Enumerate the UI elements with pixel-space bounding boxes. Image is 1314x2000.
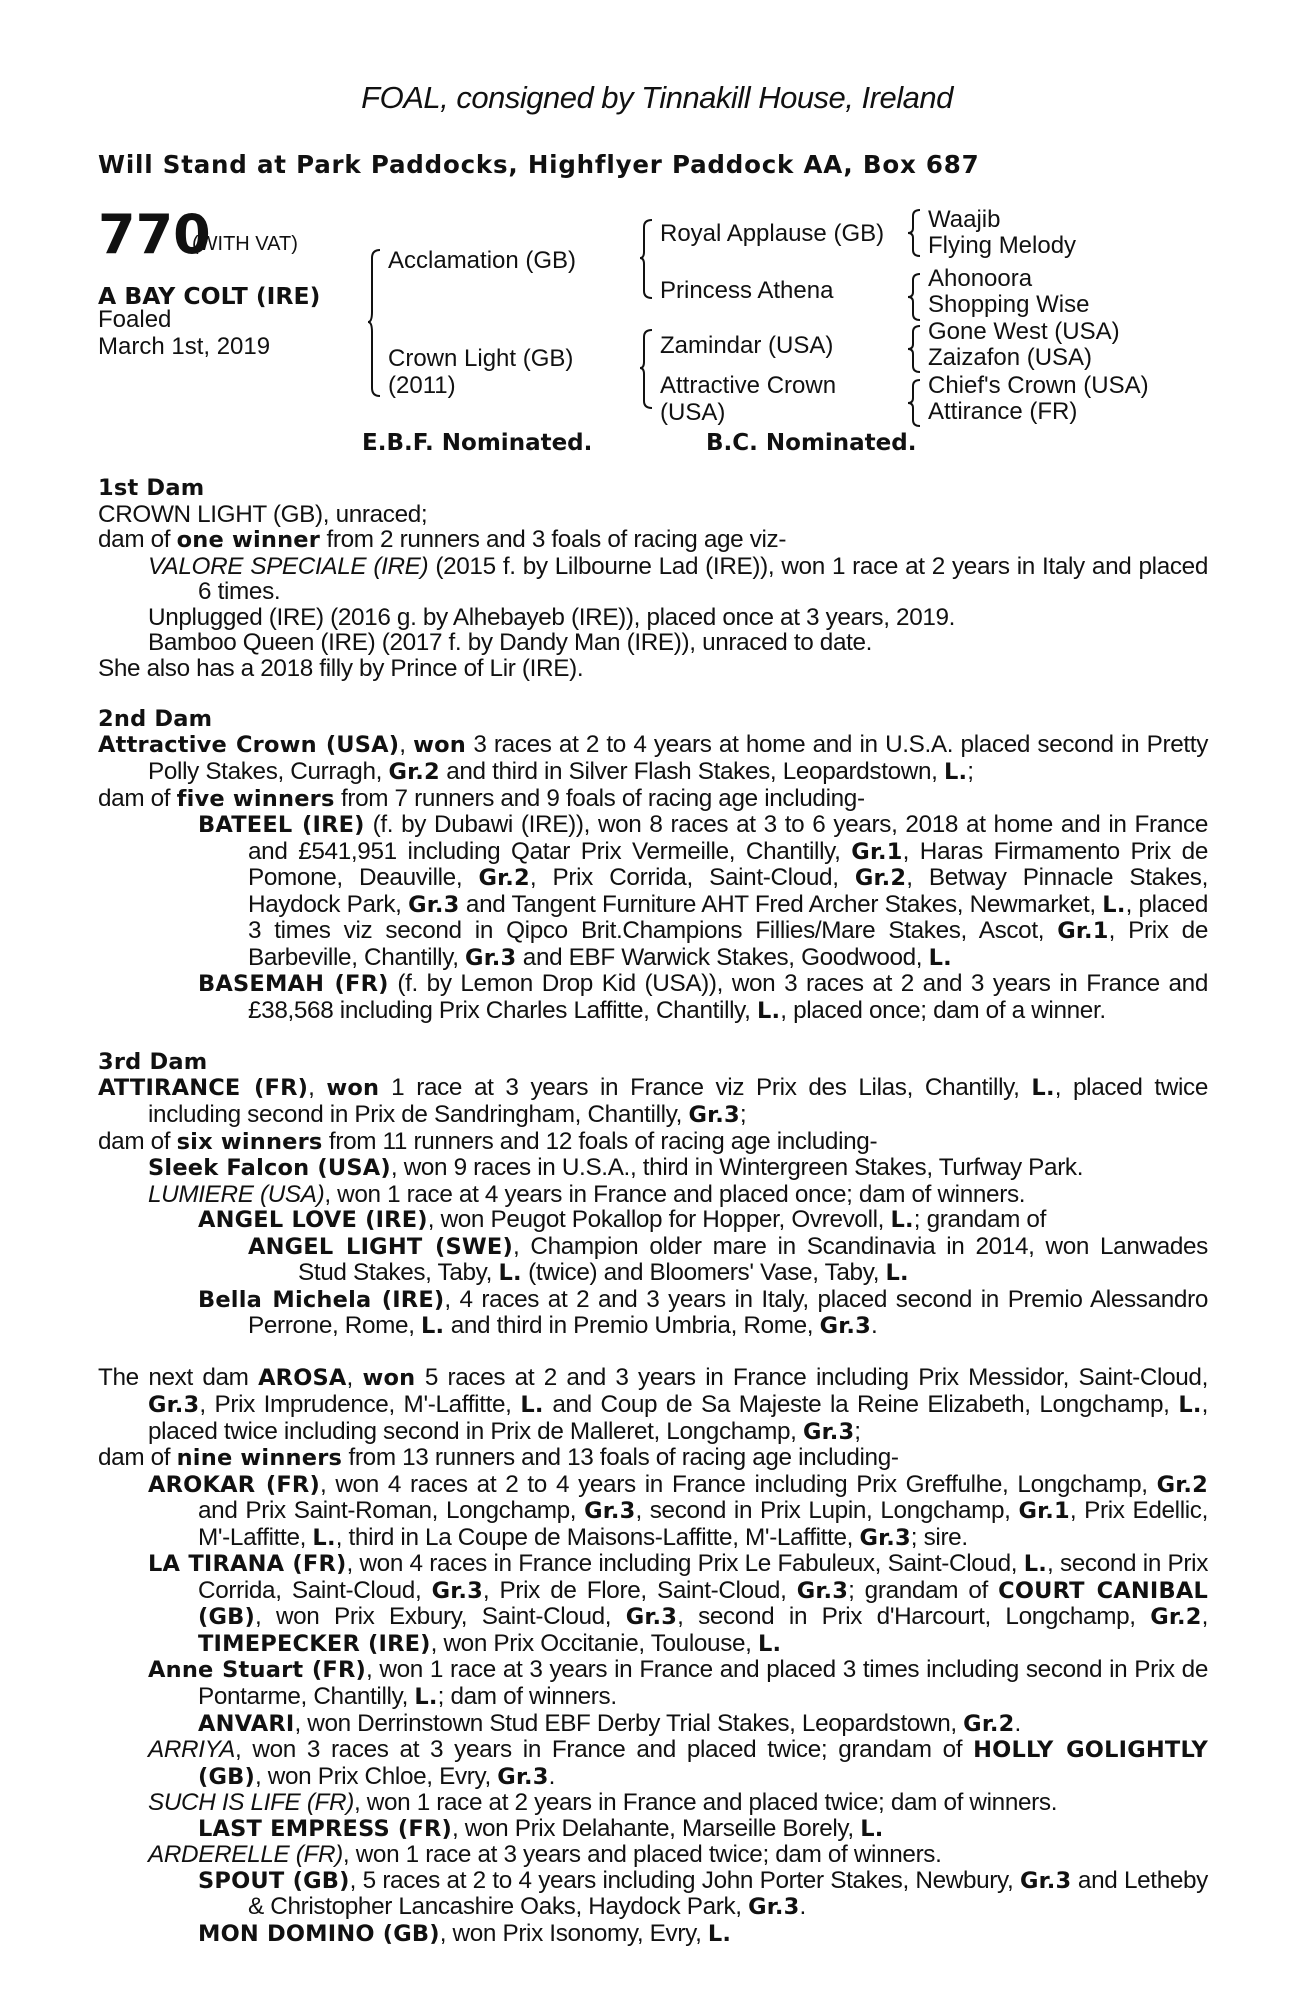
third-dam-heading: 3rd Dam <box>98 1048 208 1075</box>
dam-name-line2: (2011) <box>388 372 456 399</box>
produce-entry: ARDERELLE (FR), won 1 race at 3 years and placed twice; dam of winners. <box>148 1841 942 1869</box>
produce-entry: Sleek Falcon (USA), won 9 races in U.S.A., third in Wintergreen Stakes, Turfway Park. <box>148 1154 1084 1182</box>
stand-location: Will Stand at Park Paddocks, Highflyer Paddock AA, Box 687 <box>98 150 980 179</box>
second-dam-produce-line: dam of five winners from 7 runners and 9 foals of racing age including- <box>98 784 865 812</box>
horse-name: A BAY COLT (IRE) <box>98 282 321 310</box>
foaled-info <box>98 306 270 360</box>
produce-entry: LAST EMPRESS (FR), won Prix Delahante, Marseille Borely, L. <box>198 1814 884 1842</box>
dam-brace <box>640 328 654 410</box>
produce-entry: SUCH IS LIFE (FR), won 1 race at 2 years in France and placed twice; dam of winners. <box>148 1789 1058 1817</box>
foaled-date: March 1st, 2019 <box>98 333 271 360</box>
produce-entry: LUMIERE (USA), won 1 race at 4 years in France and placed once; dam of winners. <box>148 1180 1026 1208</box>
produce-entry: BATEEL (IRE) (f. by Dubawi (IRE)), won 8 races at 3 to 6 years, 2018 at home and in France and £541,951 including Qatar Prix Vermeille, Chantilly, Gr.1, Haras Firmamento Prix de Pomone, Deauville, Gr.2, Prix Corrida, Saint-Cloud, Gr.2, Betway Pinnacle Stakes, Haydock Park, Gr.3 and Tangent Furniture AHT Fred Archer Stakes, Newmarket, L., placed 3 times viz second in Qipco Brit.Champions Fillies/Mare Stakes, Ascot, Gr.1, Prix de Barbeville, Chantilly, Gr.3 and EBF Warwick Stakes, Goodwood, L. <box>198 811 1208 971</box>
produce-entry: Anne Stuart (FR), won 1 race at 3 years in France and placed 3 times including second in Prix de Pontarme, Chantilly, L.; dam of winners. <box>148 1656 1208 1711</box>
first-dam-heading: 1st Dam <box>98 475 205 501</box>
produce-entry: ANGEL LOVE (IRE), won Peugot Pokallop for Hopper, Ovrevoll, L.; grandam of <box>198 1206 1046 1234</box>
produce-entry: VALORE SPECIALE (IRE) (2015 f. by Lilbourne Lad (IRE)), won 1 race at 2 years in Italy and placed 6 times. <box>148 552 1208 606</box>
next-dam-section <box>98 1365 1208 1947</box>
foaled-label: Foaled <box>98 306 172 333</box>
gen3-brace-4 <box>908 378 922 428</box>
second-dam-heading: 2nd Dam <box>98 705 213 732</box>
second-dam-section <box>98 707 1208 1025</box>
produce-entry: MON DOMINO (GB), won Prix Isonomy, Evry, L. <box>198 1919 732 1947</box>
sire-dam-name: Princess Athena <box>660 277 834 304</box>
dam-name-line1: Crown Light (GB) <box>388 345 574 372</box>
dam-dam-line1: Attractive Crown <box>660 372 837 399</box>
sire-dam-brace <box>368 248 382 398</box>
dam-sire-name: Zamindar (USA) <box>660 332 834 359</box>
gen3-6: Zaizafon (USA) <box>928 344 1093 371</box>
produce-entry: AROKAR (FR), won 4 races at 2 to 4 years in France including Prix Greffulhe, Longchamp, Gr.2 and Prix Saint-Roman, Longchamp, Gr.3, second in Prix Lupin, Longchamp, Gr.1, Prix Edellic, M'-Laffitte, L., third in La Coupe de Maisons-Laffitte, M'-Laffitte, Gr.3; sire. <box>148 1470 1208 1551</box>
sire-name: Acclamation (GB) <box>388 247 577 274</box>
second-dam-line: Attractive Crown (USA), won 3 races at 2 to 4 years at home and in U.S.A. placed second in Pretty Polly Stakes, Curragh, Gr.2 and third in Silver Flash Stakes, Leopardstown, L.; <box>98 731 1208 785</box>
produce-entry: SPOUT (GB), 5 races at 2 to 4 years including John Porter Stakes, Newbury, Gr.3 and Letheby & Christopher Lancashire Oaks, Haydock Park, Gr.3. <box>198 1866 1208 1921</box>
consignment-line: FOAL, consigned by Tinnakill House, Ireland <box>361 80 953 115</box>
produce-entry: Bella Michela (IRE), 4 races at 2 and 3 years in Italy, placed second in Premio Alessandro Perrone, Rome, L. and third in Premio Umbria, Rome, Gr.3. <box>198 1285 1208 1340</box>
gen3-brace-2 <box>908 272 922 322</box>
dam-dam-line2: (USA) <box>660 399 726 426</box>
produce-entry: ANVARI, won Derrinstown Stud EBF Derby Trial Stakes, Leopardstown, Gr.2. <box>198 1709 1021 1737</box>
next-dam-produce-line: dam of nine winners from 13 runners and 13 foals of racing age including- <box>98 1444 899 1472</box>
gen3-1: Waajib <box>928 206 1001 233</box>
bc-nominated: B.C. Nominated. <box>706 430 917 456</box>
next-dam-line: The next dam AROSA, won 5 races at 2 and 3 years in France including Prix Messidor, Saint-Cloud, Gr.3, Prix Imprudence, M'-Laffitte, L. and Coup de Sa Majeste la Reine Elizabeth, Longchamp, L., placed twice including second in Prix de Malleret, Longchamp, Gr.3; <box>98 1364 1209 1445</box>
vat-note: (WITH VAT) <box>192 233 298 255</box>
produce-entry: LA TIRANA (FR), won 4 races in France including Prix Le Fabuleux, Saint-Cloud, L., second in Prix Corrida, Saint-Cloud, Gr.3, Prix de Flore, Saint-Cloud, Gr.3; grandam of COURT CANIBAL (GB), won Prix Exbury, Saint-Cloud, Gr.3, second in Prix d'Harcourt, Longchamp, Gr.2, TIMEPECKER (IRE), won Prix Occitanie, Toulouse, L. <box>148 1550 1208 1657</box>
lot-number: 770 <box>98 203 211 266</box>
sire-sire-name: Royal Applause (GB) <box>660 220 885 247</box>
produce-note: She also has a 2018 filly by Prince of Lir (IRE). <box>98 654 584 682</box>
dam-dam-name <box>660 372 836 426</box>
produce-entry: ANGEL LIGHT (SWE), Champion older mare in Scandinavia in 2014, won Lanwades Stud Stakes, Taby, L. (twice) and Bloomers' Vase, Taby, L. <box>248 1232 1208 1287</box>
sire-brace <box>640 218 654 300</box>
third-dam-produce-line: dam of six winners from 11 runners and 12 foals of racing age including- <box>98 1127 878 1155</box>
produce-entry: Bamboo Queen (IRE) (2017 f. by Dandy Man (IRE)), unraced to date. <box>148 629 873 657</box>
gen3-8: Attirance (FR) <box>928 398 1078 425</box>
gen3-4: Shopping Wise <box>928 291 1090 318</box>
gen3-5: Gone West (USA) <box>928 318 1120 345</box>
third-dam-line: ATTIRANCE (FR), won 1 race at 3 years in France viz Prix des Lilas, Chantilly, L., placed twice including second in Prix de Sandringham, Chantilly, Gr.3; <box>98 1074 1208 1129</box>
gen3-3: Ahonoora <box>928 265 1033 292</box>
first-dam-line: CROWN LIGHT (GB), unraced; <box>98 500 428 528</box>
gen3-2: Flying Melody <box>928 232 1077 259</box>
produce-entry: BASEMAH (FR) (f. by Lemon Drop Kid (USA)), won 3 races at 2 and 3 years in France and £38,568 including Prix Charles Laffitte, Chantilly, L., placed once; dam of a winner. <box>198 970 1208 1024</box>
gen3-brace-1 <box>908 208 922 258</box>
first-dam-section <box>98 476 1208 681</box>
pedigree-notes <box>98 476 1208 1947</box>
dam-name <box>388 345 573 399</box>
ebf-nominated: E.B.F. Nominated. <box>362 430 593 456</box>
gen3-7: Chief's Crown (USA) <box>928 372 1149 399</box>
first-dam-produce-line: dam of one winner from 2 runners and 3 foals of racing age viz- <box>98 526 787 554</box>
gen3-brace-3 <box>908 324 922 374</box>
produce-entry: Unplugged (IRE) (2016 g. by Alhebayeb (IRE)), placed once at 3 years, 2019. <box>148 603 956 631</box>
produce-entry: ARRIYA, won 3 races at 3 years in France and placed twice; grandam of HOLLY GOLIGHTLY (GB), won Prix Chloe, Evry, Gr.3. <box>148 1736 1208 1790</box>
third-dam-section <box>98 1050 1208 1340</box>
